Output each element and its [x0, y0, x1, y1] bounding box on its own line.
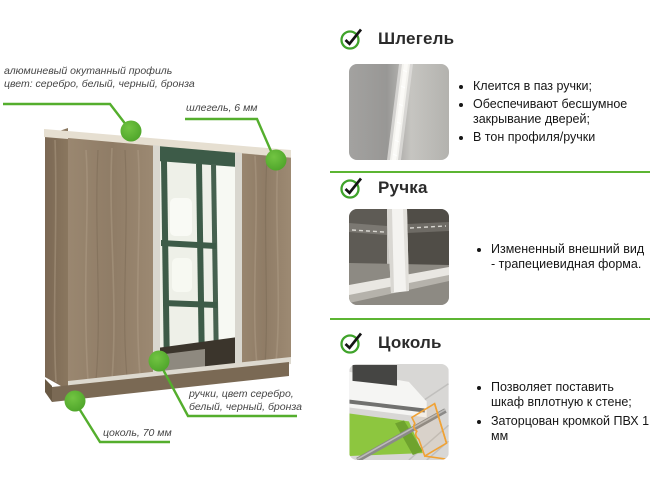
- handle-bullet-list: [477, 239, 650, 276]
- section-divider: [330, 171, 650, 173]
- schlegel-photo: [349, 64, 449, 160]
- plinth-bullet-list: [477, 377, 650, 447]
- section-plinth-body: [330, 364, 650, 460]
- handles-label-line2: белый, черный, бронза: [189, 401, 302, 413]
- bullet-item: • В тон профиля/ручки: [473, 130, 650, 145]
- handle-photo: [349, 209, 449, 305]
- section-handle-header: [330, 175, 650, 201]
- callout-label-handles: [189, 388, 302, 414]
- profile-label-line2: цвет: серебро, белый, черный, бронза: [4, 78, 195, 90]
- schlegel-bullet-list: [459, 76, 650, 149]
- handles-label-line1: ручки, цвет серебро,: [189, 388, 294, 400]
- bullet-item: • Заторцован кромкой ПВХ 1 мм: [491, 414, 650, 445]
- section-schlegel-title: Шлегель: [378, 29, 455, 48]
- section-schlegel-body: [330, 64, 650, 160]
- section-plinth: [330, 330, 650, 460]
- checkmark-icon: [339, 26, 365, 52]
- bullet-item: • Позволяет поставить шкаф вплотную к стене;: [491, 380, 650, 411]
- bullet-item: • Обеспечивают бесшумное закрывание дверей;: [473, 97, 650, 128]
- checkmark-icon: [339, 330, 365, 356]
- section-schlegel: [330, 26, 650, 160]
- bullet-item: • Клеится в паз ручки;: [473, 79, 650, 94]
- section-handle-body: [330, 209, 650, 305]
- section-handle: [330, 175, 650, 305]
- section-schlegel-header: [330, 26, 650, 52]
- section-plinth-header: [330, 330, 650, 356]
- callout-label-profile: [4, 65, 195, 91]
- section-plinth-title: Цоколь: [378, 333, 442, 352]
- callout-label-plinth: цоколь, 70 мм: [103, 427, 172, 439]
- bullet-item: • Измененный внешний вид - трапециевидная форма.: [491, 242, 650, 273]
- section-divider: [330, 318, 650, 320]
- plinth-photo: [349, 364, 449, 460]
- callout-label-schlegel: шлегель, 6 мм: [186, 102, 258, 114]
- section-handle-title: Ручка: [378, 178, 428, 197]
- profile-label-line1: алюминевый окутанный профиль: [4, 65, 173, 77]
- checkmark-icon: [339, 175, 365, 201]
